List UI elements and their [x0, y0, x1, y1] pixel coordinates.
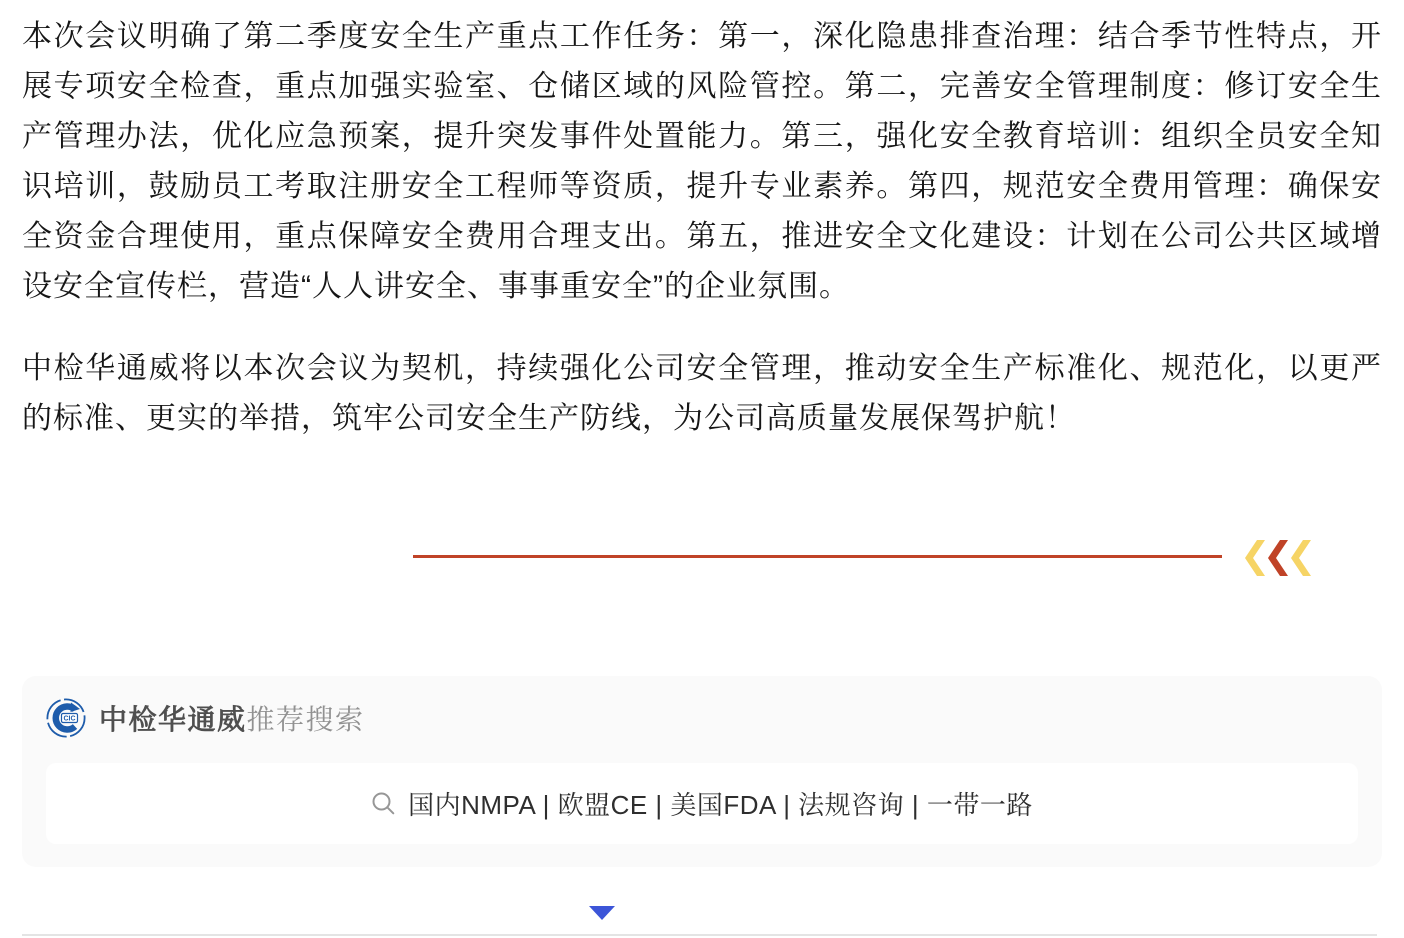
chevron-left-icon [1291, 540, 1311, 576]
divider-line [413, 555, 1222, 558]
article-paragraph: 中检华通威将以本次会议为契机，持续强化公司安全管理，推动安全生产标准化、规范化，以更严的标准、更实的举措，筑牢公司安全生产防线，为公司高质量发展保驾护航！ [22, 352, 1382, 435]
cic-logo-icon [46, 698, 86, 738]
chevron-left-icon [1268, 540, 1288, 576]
brand-name: 中检华通威 [99, 704, 247, 735]
search-bar[interactable] [46, 763, 1358, 844]
search-keywords: 国内NMPA | 欧盟CE | 美国FDA | 法规咨询 | 一带一路 [408, 790, 1033, 820]
chevron-left-icon [1245, 540, 1265, 576]
article-body [0, 0, 1404, 444]
expand-more-button[interactable] [589, 906, 615, 920]
search-icon [371, 791, 396, 816]
article-paragraph: 本次会议明确了第二季度安全生产重点工作任务：第一，深化隐患排查治理：结合季节性特点，开展专项安全检查，重点加强实验室、仓储区域的风险管控。第二，完善安全管理制度：修订安全生产管理办法，优化应急预案，提升突发事件处置能力。第三，强化安全教育培训：组织全员安全知识培训，鼓励员工考取注册安全工程师等资质，提升专业素养。第四，规范安全费用管理：确保安全资金合理使用，重点保障安全费用合理支出。第五，推进安全文化建设：计划在公司公共区域增设安全宣传栏，营造“人人讲安全、事事重安全”的企业氛围。 [22, 20, 1382, 303]
divider-graphic [22, 540, 1382, 576]
section-divider [22, 540, 1382, 576]
recommended-search-card [22, 676, 1382, 867]
bottom-divider [22, 934, 1377, 936]
logo-letters: CIC [63, 715, 76, 723]
triangle-down-icon [589, 906, 615, 920]
search-card-header [46, 698, 1358, 738]
recommended-search-label: 推荐搜索 [246, 704, 365, 735]
